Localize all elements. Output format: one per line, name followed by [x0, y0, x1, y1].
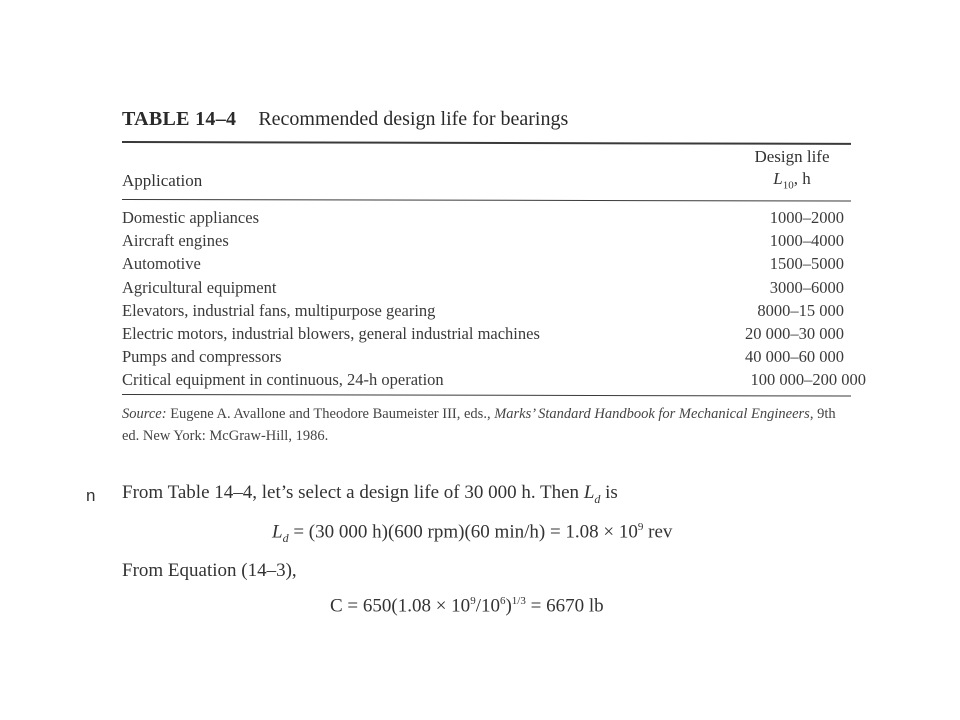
application-cell: Electric motors, industrial blowers, general industrial machines [122, 323, 540, 343]
column-header-application: Application [122, 171, 203, 190]
application-cell: Critical equipment in continuous, 24-h operation [122, 370, 444, 390]
paragraph-design-life: From Table 14–4, let’s select a design life of 30 000 h. Then $L_d$ is [122, 482, 618, 506]
design-life-label: Design life [754, 147, 830, 166]
design-life-cell: 1000–4000 [769, 231, 844, 251]
table-row [122, 322, 872, 345]
source-book: Marks’ Standard Handbook for Mechanical Engineers [494, 406, 810, 422]
table-row [122, 299, 872, 322]
application-cell: Pumps and compressors [122, 347, 282, 367]
design-life-cell: 20 000–30 000 [745, 323, 844, 343]
column-header-design-life [726, 146, 858, 196]
bullet-marker: n [86, 486, 96, 505]
table-row [122, 345, 872, 368]
design-life-symbol: $L_{10}$, h [773, 169, 811, 192]
application-cell: Agricultural equipment [122, 277, 277, 297]
source-label: Source: [122, 406, 167, 422]
table-row [122, 229, 872, 252]
table-row [122, 368, 872, 391]
paragraph-from-equation: From Equation (14–3), [122, 560, 297, 581]
application-cell: Elevators, industrial fans, multipurpose gearing [122, 300, 436, 320]
application-cell: Automotive [122, 254, 201, 274]
table-row [122, 252, 872, 275]
application-cell: Aircraft engines [122, 231, 229, 251]
table-header-rule [122, 199, 851, 202]
design-life-cell: 8000–15 000 [757, 300, 844, 320]
design-life-cell: 3000–6000 [769, 277, 844, 297]
table-number: TABLE 14–4 [122, 108, 237, 130]
table-row [122, 206, 872, 229]
application-cell: Domestic appliances [122, 208, 259, 227]
design-life-cell: 40 000–60 000 [745, 347, 844, 367]
table-source-note [122, 403, 852, 447]
design-life-cell: 100 000–200 000 [750, 370, 866, 390]
table-bottom-rule [122, 394, 851, 397]
table-caption: Recommended design life for bearings [258, 108, 569, 130]
table-top-rule [122, 141, 851, 144]
equation-rated-life: $L_d = (30$ 000 h)(600 rpm)(60 $\min/h) = 1.08 \times 10^9$ rev [272, 521, 673, 546]
design-life-cell: 1500–5000 [769, 254, 844, 274]
equation-catalog-rating: $C = 650(1.08 \times 10^9/10^6)^{1/3} = 6670$ lb [330, 595, 604, 617]
table-title [122, 108, 568, 131]
source-authors: Eugene A. Avallone and Theodore Baumeister III, eds., [166, 406, 495, 422]
design-life-cell: 1000–2000 [769, 208, 844, 227]
table-row [122, 276, 872, 299]
source-details: , 9th ed. New York: McGraw-Hill, 1986. [122, 406, 836, 444]
table-body [122, 206, 872, 392]
